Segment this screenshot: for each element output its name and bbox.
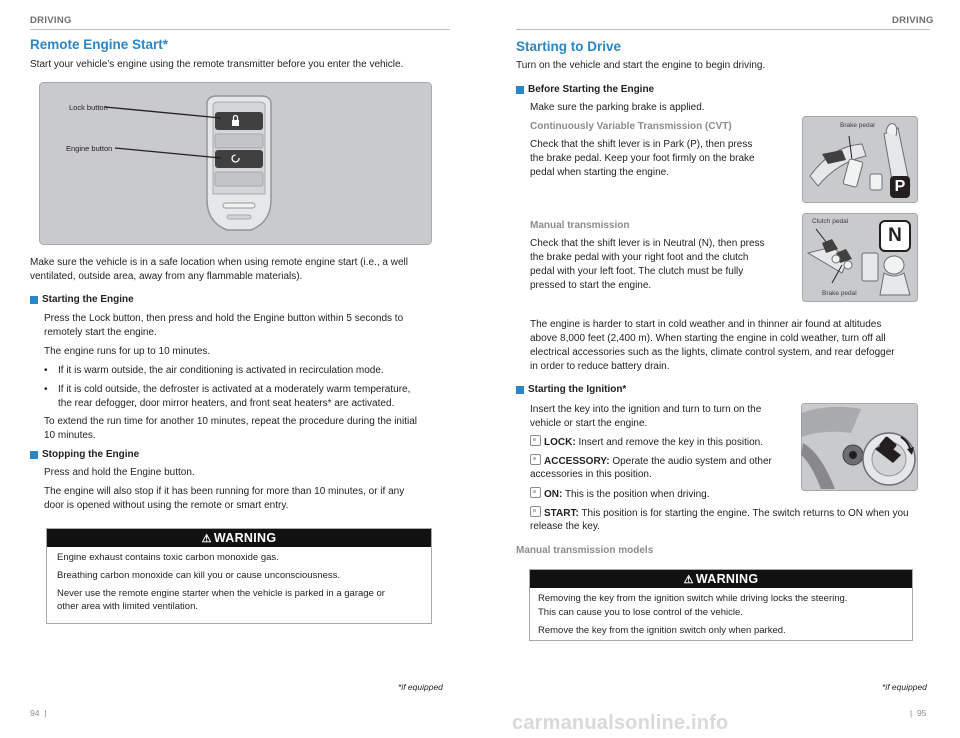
header-rule (516, 29, 930, 30)
brake-pedal-label: Brake pedal (822, 290, 857, 297)
key-position-icon (530, 454, 541, 465)
gear-p-badge: P (894, 178, 906, 195)
models-note: Manual transmission models (516, 545, 654, 556)
page-title: Starting to Drive (516, 39, 622, 54)
safety-text-1: Make sure the vehicle is in a safe location when using remote engine start (i.e., a well (30, 257, 408, 268)
page-title: Remote Engine Start* (30, 37, 169, 52)
mt-text: the brake pedal with your right foot and the clutch (530, 252, 749, 263)
section-tag: DRIVING (30, 15, 72, 26)
mt-heading: Manual transmission (530, 220, 630, 231)
starting-text: Press the Lock button, then press and hold the Engine button within 5 seconds to (44, 313, 404, 324)
before-heading: Before Starting the Engine (516, 84, 654, 95)
heading-marker (30, 451, 38, 459)
footnote: *if equipped (882, 682, 927, 692)
cvt-heading: Continuously Variable Transmission (CVT) (530, 121, 732, 132)
stopping-text: Press and hold the Engine button. (44, 467, 195, 478)
ignition-accessory-item: ACCESSORY: Operate the audio system and other (530, 454, 772, 470)
ignition-text: vehicle or start the engine. (530, 418, 648, 429)
heading-marker (30, 296, 38, 304)
stopping-text: door is opened without using the remote or smart entry. (44, 500, 289, 511)
warning-text: other area with limited ventilation. (57, 601, 198, 612)
intro-text: Start your vehicle’s engine using the remote transmitter before you enter the vehicle. (30, 59, 404, 70)
bullet-item: • If it is cold outside, the defroster is activated at a moderately warm temperature, the rear defogger, door mirror heaters, and front seat heaters* are activated. (44, 384, 411, 409)
starting-text: To extend the run time for another 10 minutes, repeat the procedure during the initial (44, 416, 418, 427)
cvt-figure (802, 116, 918, 203)
cold-weather-text: above 8,000 feet (2,400 m). When starting the engine in cold weather, turn off all (530, 333, 886, 344)
right-page (480, 0, 960, 738)
warning-icon: ⚠ (683, 573, 694, 586)
ignition-text: release the key. (530, 521, 600, 532)
safety-text-2: ventilated, outside area, away from any flammable materials). (30, 271, 303, 282)
intro-text: Turn on the vehicle and start the engine to begin driving. (516, 60, 766, 71)
ignition-text: accessories in this position. (530, 469, 652, 480)
brake-pedal-label: Brake pedal (840, 122, 875, 129)
warning-icon: ⚠ (201, 532, 212, 545)
mt-text: Check that the shift lever is in Neutral (N), then press (530, 238, 765, 249)
cold-weather-text: electrical accessories such as the lights, climate control system, and rear defogger (530, 347, 895, 358)
cold-weather-text: The engine is harder to start in cold weather and in thinner air found at altitudes (530, 319, 882, 330)
ignition-figure (801, 403, 918, 491)
ignition-text: Insert the key into the ignition and turn to turn on the (530, 404, 762, 415)
warning-text: Engine exhaust contains toxic carbon monoxide gas. (57, 552, 279, 563)
gear-n-badge: N (888, 225, 902, 246)
heading-marker (516, 86, 524, 94)
starting-text: The engine runs for up to 10 minutes. (44, 346, 211, 357)
ignition-lock-item: LOCK: Insert and remove the key in this position. (530, 435, 763, 451)
section-tag: DRIVING (892, 15, 934, 26)
page-number: 94 | (30, 708, 47, 718)
cvt-text: the brake pedal. Keep your foot firmly on the brake (530, 153, 755, 164)
mt-text: pedal with your left foot. The clutch must be fully (530, 266, 744, 277)
cold-weather-text: in order to reduce battery drain. (530, 361, 670, 372)
warning-text: This can cause you to lose control of the vehicle. (538, 607, 743, 618)
cvt-text: Check that the shift lever is in Park (P), then press (530, 139, 753, 150)
warning-box (46, 528, 432, 624)
warning-text: Breathing carbon monoxide can kill you or cause unconsciousness. (57, 570, 341, 581)
mt-text: pressed to start the engine. (530, 280, 652, 291)
lock-button-label: Lock button (69, 103, 108, 112)
engine-button-label: Engine button (66, 144, 113, 153)
warning-text: Removing the key from the ignition switch while driving locks the steering. (538, 593, 848, 604)
header-rule (30, 29, 450, 30)
warning-banner: ⚠ WARNING (47, 529, 431, 547)
watermark: carmanualsonline.info (512, 712, 729, 734)
starting-text: remotely start the engine. (44, 327, 157, 338)
footnote: *if equipped (398, 682, 443, 692)
starting-heading: Starting the Engine (30, 294, 134, 305)
starting-text: 10 minutes. (44, 430, 96, 441)
heading-marker (516, 386, 524, 394)
key-position-icon (530, 487, 541, 498)
clutch-pedal-label: Clutch pedal (812, 218, 849, 225)
remote-figure (39, 82, 432, 245)
warning-banner: ⚠ WARNING (530, 570, 912, 588)
page-number: | 95 (910, 708, 927, 718)
ignition-on-item: ON: This is the position when driving. (530, 487, 709, 503)
stopping-heading: Stopping the Engine (30, 449, 139, 460)
before-text: Make sure the parking brake is applied. (530, 102, 705, 113)
key-position-icon (530, 435, 541, 446)
ignition-start-item: START: This position is for starting the engine. The switch returns to ON when you (530, 506, 909, 522)
cvt-text: pedal when starting the engine. (530, 167, 669, 178)
stopping-text: The engine will also stop if it has been running for more than 10 minutes, or if any (44, 486, 405, 497)
ignition-key-illustration (801, 403, 918, 491)
warning-box (529, 569, 913, 641)
ignition-heading: Starting the Ignition* (516, 384, 626, 395)
warning-text: Remove the key from the ignition switch only when parked. (538, 625, 786, 636)
warning-text: Never use the remote engine starter when the vehicle is parked in a garage or (57, 588, 385, 599)
mt-figure (802, 213, 918, 302)
key-position-icon (530, 506, 541, 517)
bullet-item: • If it is warm outside, the air conditioning is activated in recirculation mode. (44, 365, 384, 376)
